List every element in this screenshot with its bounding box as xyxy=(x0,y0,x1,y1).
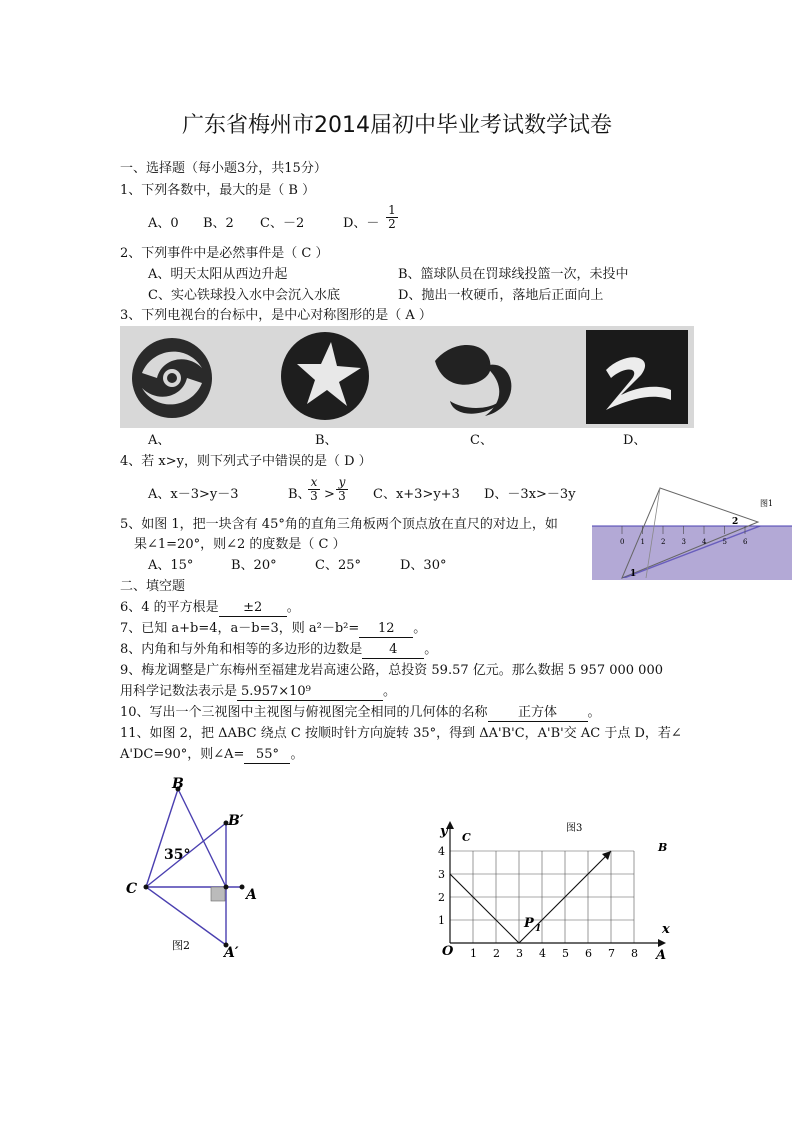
figure-1-caption: 图1 xyxy=(760,499,774,508)
q9-text: 用科学记数法表示是 xyxy=(120,684,238,699)
fig2-label-a: A xyxy=(246,887,257,903)
q4-fraction-y xyxy=(336,476,348,503)
q7-text: 7、已知 a+b=4，a－b=3，则 a²－b²= xyxy=(120,621,360,636)
section-fill-heading: 二、填空题 xyxy=(120,579,186,594)
q1-option-a: A、0 xyxy=(148,216,179,231)
figure-3-coordinate-grid xyxy=(430,815,680,965)
q10 xyxy=(120,704,601,722)
q1-option-c: C、－2 xyxy=(260,216,305,231)
q6-answer: ±2 xyxy=(219,599,287,617)
q8-end: 。 xyxy=(424,642,438,657)
fig2-label-c: C xyxy=(126,881,138,897)
q7-end: 。 xyxy=(413,621,427,636)
figure-2-rotation xyxy=(120,775,270,965)
x-tick-label: 6 xyxy=(585,947,592,960)
q5-option-b: B、20° xyxy=(231,558,277,573)
y-tick-label: 2 xyxy=(438,891,445,904)
ruler-tick-label: 3 xyxy=(681,538,686,546)
q9-end: 。 xyxy=(383,684,397,699)
q5-stem-line1: 5、如图 1，把一块含有 45°角的直角三角板两个顶点放在直尺的对边上，如 xyxy=(120,517,558,532)
q4-fraction-x-denominator: 3 xyxy=(310,489,318,503)
fig3-y-tick-labels xyxy=(438,845,445,927)
q10-answer: 正方体 xyxy=(488,704,588,722)
q1-fraction-numerator: 1 xyxy=(386,204,398,218)
figure-1-ruler-triangle xyxy=(590,482,794,582)
q4-stem: 4、若 x>y，则下列式子中错误的是（ D ） xyxy=(120,454,372,469)
q3-stem: 3、下列电视台的台标中，是中心对称图形的是（ A ） xyxy=(120,308,432,323)
y-tick-label: 3 xyxy=(438,868,445,881)
q6-text: 6、4 的平方根是 xyxy=(120,600,219,615)
fig3-label-p-sub: 1 xyxy=(535,924,542,934)
x-tick-label: 7 xyxy=(608,947,615,960)
q1-option-b: B、2 xyxy=(203,216,234,231)
fig3-label-b: B xyxy=(658,841,668,854)
tv-logos-image xyxy=(120,326,694,428)
x-tick-label: 8 xyxy=(631,947,638,960)
q6-end: 。 xyxy=(286,600,300,615)
fig2-caption: 图2 xyxy=(172,939,190,952)
q1-stem: 1、下列各数中，最大的是（ B ） xyxy=(120,183,316,198)
x-tick-label: 4 xyxy=(539,947,546,960)
q4-option-c: C、x+3>y+3 xyxy=(373,487,460,502)
q11-end: 。 xyxy=(290,747,304,762)
fig2-label-b: B xyxy=(172,776,184,792)
fig3-grid-lines xyxy=(450,851,634,943)
fig2-label-a-prime: A′ xyxy=(224,945,239,961)
fig3-x-tick-labels xyxy=(470,947,638,960)
q10-text: 10、写出一个三视图中主视图与俯视图完全相同的几何体的名称 xyxy=(120,705,488,720)
fig3-label-p: P xyxy=(524,916,534,931)
q6 xyxy=(120,599,300,617)
fig3-caption: 图3 xyxy=(566,823,583,834)
q9-line1: 9、梅龙调整是广东梅州至福建龙岩高速公路，总投资 59.57 亿元。那么数据 5 957 000 000 xyxy=(120,663,663,678)
q2-option-c: C、实心铁球投入水中会沉入水底 xyxy=(148,288,340,303)
q4-fraction-y-numerator: y xyxy=(336,476,348,490)
q4-fraction-x xyxy=(308,476,320,503)
tv-logo-strip xyxy=(120,326,694,428)
ruler-tick-label: 2 xyxy=(661,538,666,546)
x-tick-label: 5 xyxy=(562,947,569,960)
q1-fraction-denominator: 2 xyxy=(388,217,396,231)
logo-d-square-icon xyxy=(586,330,688,424)
q7-answer: 12 xyxy=(359,620,413,638)
q4-option-a: A、x－3>y－3 xyxy=(148,487,239,502)
q11-text: A'DC=90°，则∠A= xyxy=(120,747,245,762)
q8-answer: 4 xyxy=(362,641,424,659)
q2-option-a: A、明天太阳从西边升起 xyxy=(148,267,288,282)
q5-option-a: A、15° xyxy=(148,558,194,573)
q5-stem-line2: 果∠1=20°，则∠2 的度数是（ C ） xyxy=(134,537,346,552)
q1-fraction xyxy=(386,204,398,231)
angle-1-label: 1 xyxy=(630,569,637,579)
section-choice-heading: 一、选择题（每小题3分，共15分） xyxy=(120,161,327,176)
q8-text: 8、内角和与外角和相等的多边形的边数是 xyxy=(120,642,363,657)
ruler-body xyxy=(592,526,792,580)
q4-fraction-y-denominator: 3 xyxy=(338,489,346,503)
fig3-path-c-to-p xyxy=(450,874,519,943)
fig3-label-c: C xyxy=(462,831,471,844)
fig3-label-y: y xyxy=(440,824,448,839)
ruler-tick-label: 4 xyxy=(702,538,707,546)
q9-answer: 5.957×10⁹ xyxy=(237,683,383,701)
ruler-tick-label: 1 xyxy=(640,538,645,546)
y-tick-label: 1 xyxy=(438,914,445,927)
angle-2-label: 2 xyxy=(732,517,739,527)
ruler-tick-label: 6 xyxy=(743,538,748,546)
q2-option-b: B、篮球队员在罚球线投篮一次，未投中 xyxy=(398,267,629,282)
q2-option-d: D、抛出一枚硬币，落地后正面向上 xyxy=(398,288,604,303)
fig3-label-origin: O xyxy=(442,944,454,959)
q1-option-d: D、－ xyxy=(343,216,380,231)
q5-option-d: D、30° xyxy=(400,558,447,573)
fig2-angle-label: 35° xyxy=(164,847,191,863)
x-tick-label: 3 xyxy=(516,947,523,960)
page-title: 广东省梅州市2014届初中毕业考试数学试卷 xyxy=(182,113,612,138)
logo-c-shape-icon xyxy=(435,345,511,416)
ruler-tick-label: 5 xyxy=(722,538,727,546)
fig2-label-b-prime: B′ xyxy=(228,813,244,829)
q3-option-c: C、 xyxy=(470,433,493,448)
x-tick-label: 1 xyxy=(470,947,477,960)
q4-fraction-x-numerator: x xyxy=(308,476,320,490)
q10-end: 。 xyxy=(587,705,601,720)
q4-option-d: D、－3x>－3y xyxy=(484,487,576,502)
q3-option-a: A、 xyxy=(148,433,171,448)
y-tick-label: 4 xyxy=(438,845,445,858)
q4-gt-sign: > xyxy=(324,487,335,502)
q11-answer: 55° xyxy=(244,746,290,764)
q2-stem: 2、下列事件中是必然事件是（ C ） xyxy=(120,246,329,261)
q11 xyxy=(120,746,303,764)
fig3-label-x: x xyxy=(662,922,670,937)
q9 xyxy=(120,683,396,701)
q8 xyxy=(120,641,437,659)
q5-option-c: C、25° xyxy=(315,558,361,573)
q3-option-b: B、 xyxy=(315,433,338,448)
fig3-label-a: A xyxy=(656,948,667,963)
q3-option-d: D、 xyxy=(623,433,647,448)
right-angle-mark xyxy=(211,887,225,901)
logo-a-swirl-icon xyxy=(132,338,212,418)
ruler-tick-label: 0 xyxy=(620,538,625,546)
x-tick-label: 2 xyxy=(493,947,500,960)
logo-b-star-icon xyxy=(281,332,369,420)
q11-line1: 11、如图 2，把 ΔABC 绕点 C 按顺时针方向旋转 35°，得到 ΔA'B'C，A'B'交 AC 于点 D，若∠ xyxy=(120,726,682,741)
q4-option-b: B、 xyxy=(288,487,311,502)
q7 xyxy=(120,620,426,638)
